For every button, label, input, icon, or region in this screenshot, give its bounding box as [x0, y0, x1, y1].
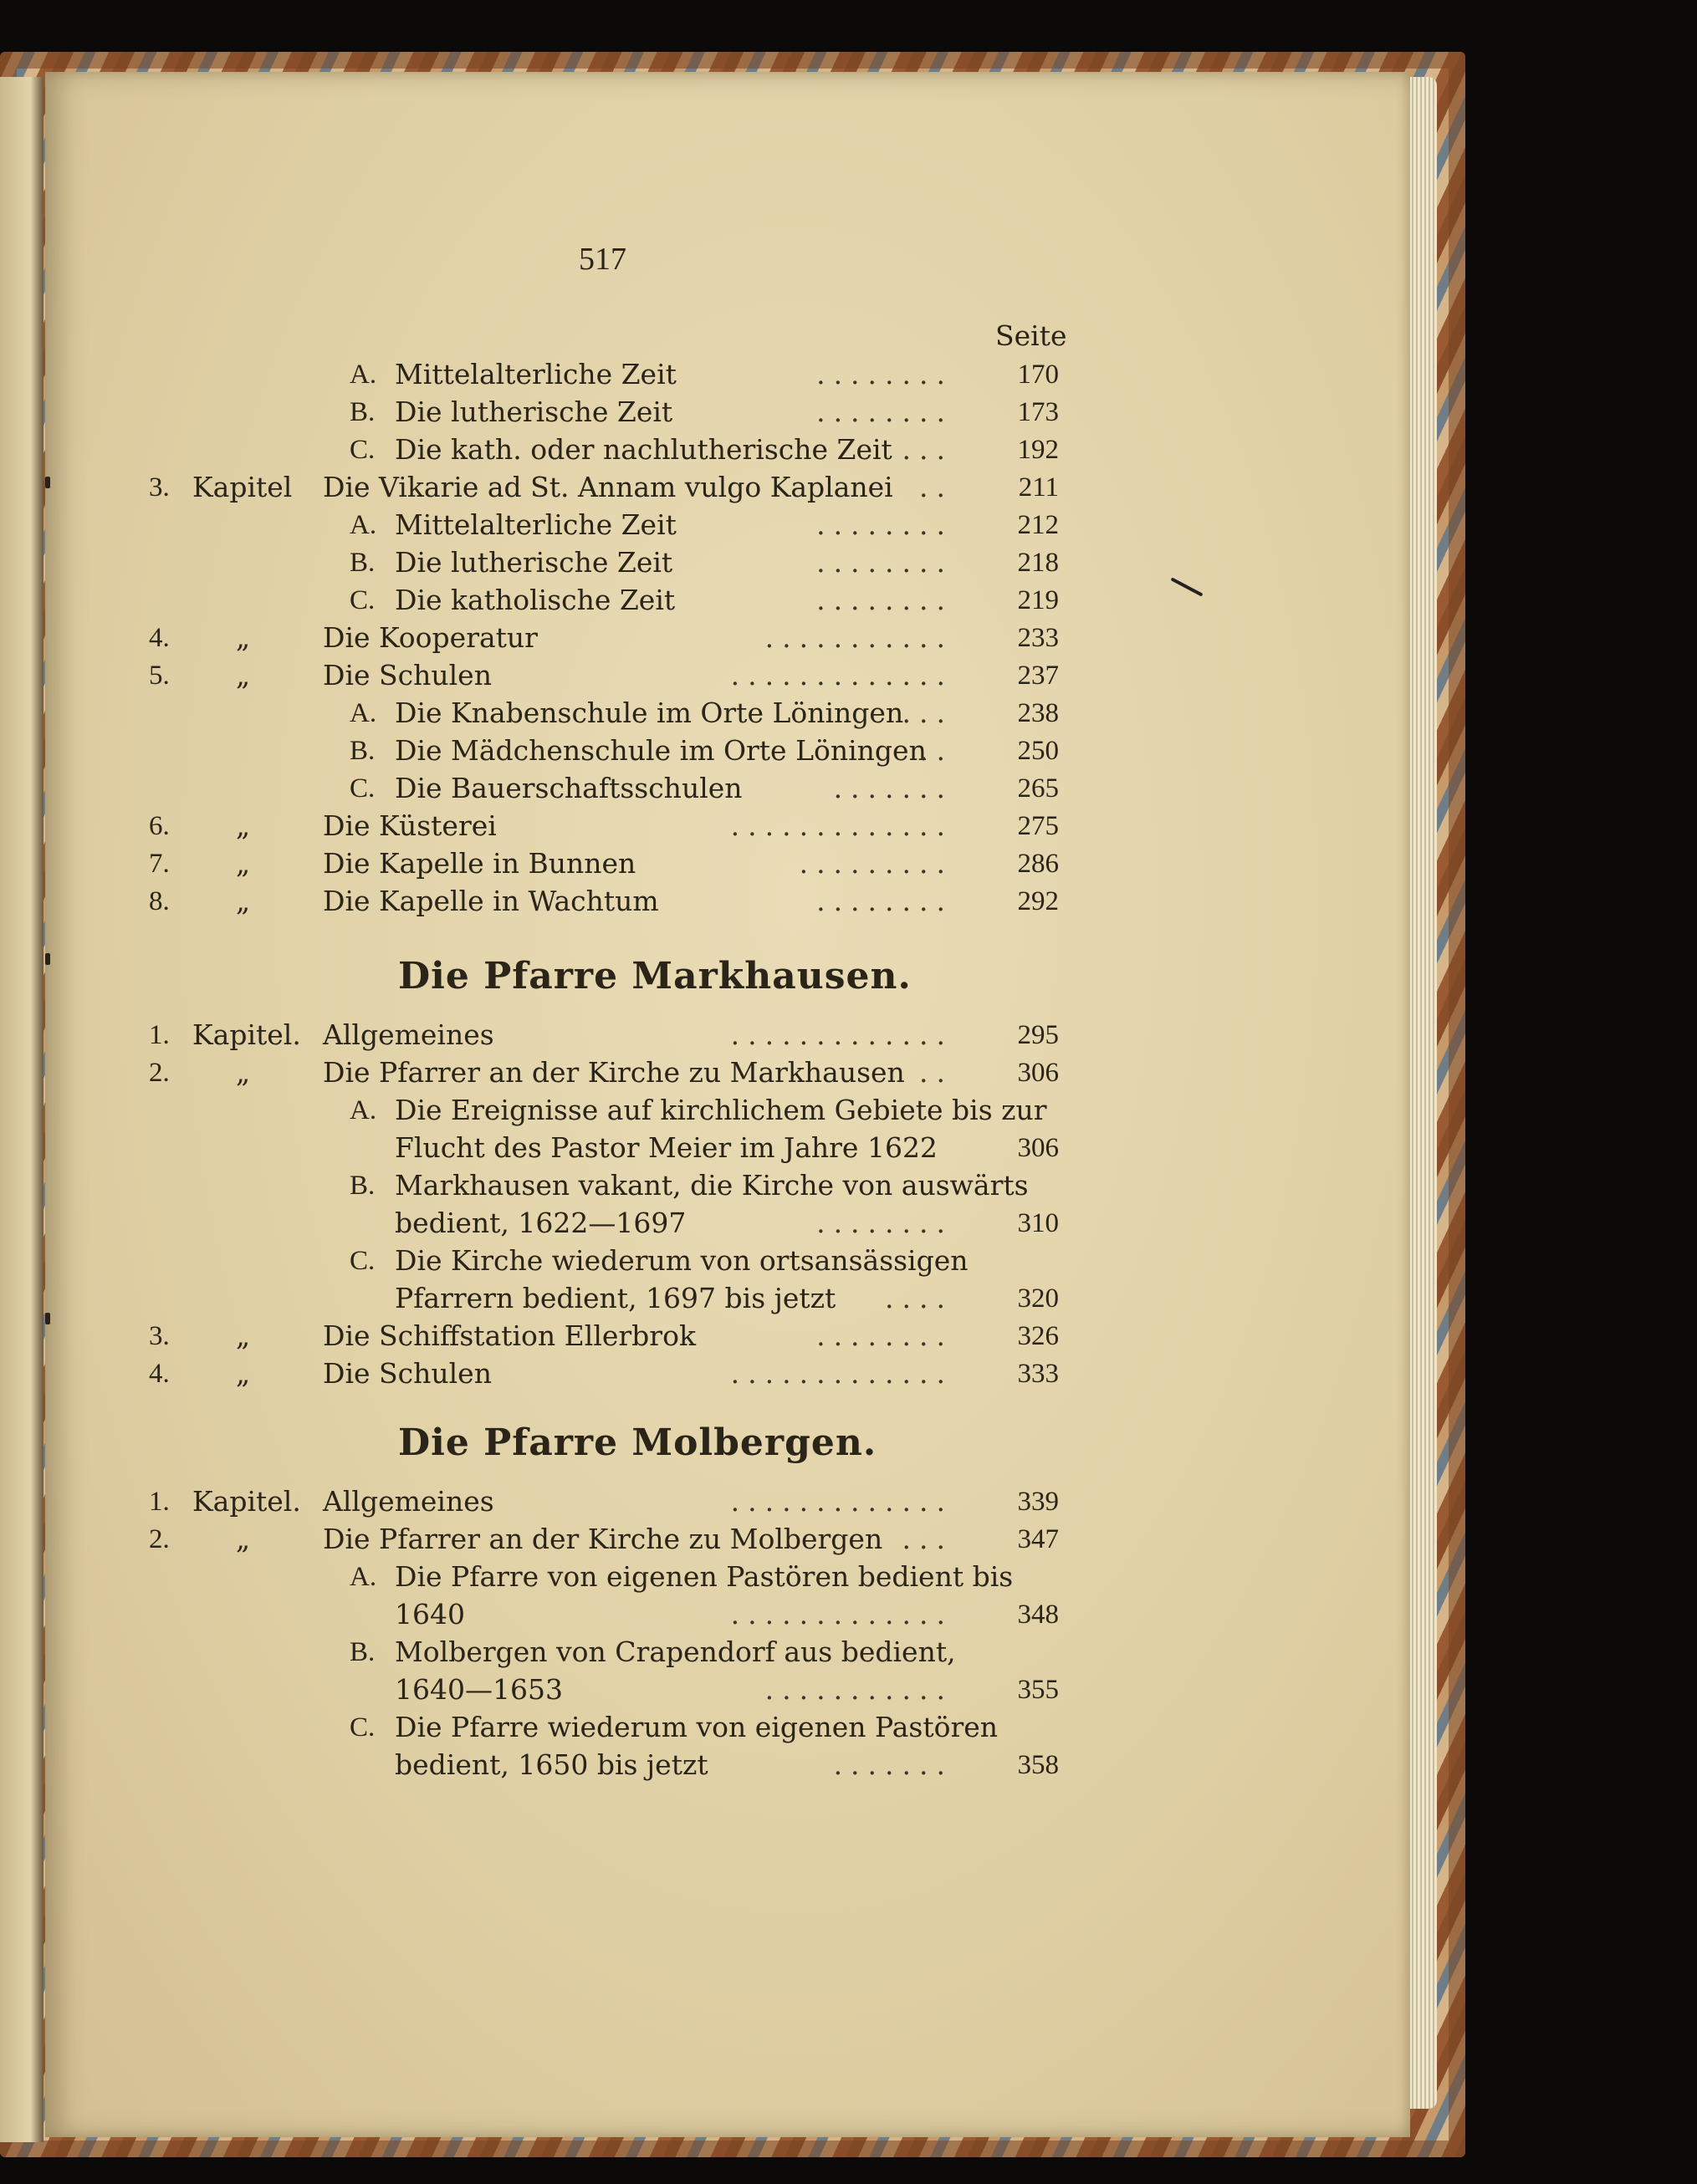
- entry-title: Die lutherische Zeit: [395, 546, 673, 579]
- chapter-label: „: [236, 847, 251, 880]
- subsection-letter: C.: [350, 435, 376, 465]
- page-ref: 292: [1017, 886, 1059, 916]
- leader-dots: ........: [816, 885, 953, 917]
- entry-title: bedient, 1622—1697: [395, 1207, 687, 1239]
- page-ref: 212: [1017, 510, 1059, 540]
- leader-dots: .......: [833, 1748, 953, 1781]
- chapter-number: 1.: [149, 1020, 170, 1050]
- leader-dots: ..: [919, 471, 953, 503]
- entry-title: Molbergen von Crapendorf aus bedient,: [395, 1635, 956, 1668]
- page-ref: 250: [1017, 736, 1059, 766]
- chapter-label: „: [236, 809, 251, 842]
- entry-title: bedient, 1650 bis jetzt: [395, 1748, 708, 1781]
- page-ref: 275: [1017, 811, 1059, 841]
- page-ref: 306: [1017, 1133, 1059, 1163]
- leader-dots: ..: [919, 1056, 953, 1089]
- page-ref: 237: [1017, 661, 1059, 691]
- page-ref: 192: [1017, 435, 1059, 465]
- chapter-number: 4.: [149, 623, 170, 653]
- entry-title: Die Bauerschaftsschulen: [395, 772, 743, 804]
- chapter-number: 5.: [149, 661, 170, 691]
- page-ref: 295: [1017, 1020, 1059, 1050]
- leader-dots: .............: [730, 659, 953, 691]
- leader-dots: .............: [730, 1357, 953, 1390]
- page-ref: 333: [1017, 1359, 1059, 1389]
- entry-title: Pfarrern bedient, 1697 bis jetzt: [395, 1282, 836, 1314]
- chapter-number: 4.: [149, 1359, 170, 1389]
- chapter-label: „: [236, 885, 251, 917]
- page-ref: 219: [1017, 585, 1059, 615]
- entry-title: Die Schulen: [323, 659, 492, 691]
- section-heading: Die Pfarre Molbergen.: [398, 1421, 877, 1464]
- entry-title: Die Kirche wiederum von ortsansässigen: [395, 1244, 969, 1277]
- leader-dots: ...........: [764, 1673, 953, 1706]
- chapter-number: 3.: [149, 472, 170, 503]
- entry-title: Die lutherische Zeit: [395, 395, 673, 428]
- chapter-label: „: [236, 1357, 251, 1390]
- entry-title: 1640: [395, 1598, 465, 1630]
- leader-dots: ........: [816, 1207, 953, 1239]
- chapter-number: 7.: [149, 849, 170, 879]
- page-ref: 348: [1017, 1600, 1059, 1630]
- subsection-letter: C.: [350, 1712, 376, 1743]
- leader-dots: ........: [816, 1319, 953, 1352]
- subsection-letter: B.: [350, 397, 376, 427]
- chapter-label: Kapitel: [192, 471, 293, 503]
- entry-title: Allgemeines: [323, 1485, 494, 1518]
- entry-title: Flucht des Pastor Meier im Jahre 1622: [395, 1131, 938, 1164]
- entry-title: Die Kooperatur: [323, 621, 538, 654]
- leader-dots: ........: [816, 584, 953, 616]
- page-ref: 347: [1017, 1524, 1059, 1554]
- page-ref: 238: [1017, 698, 1059, 728]
- chapter-number: 6.: [149, 811, 170, 841]
- entry-title: Die Pfarrer an der Kirche zu Molbergen: [323, 1523, 883, 1555]
- left-page-edge: [0, 77, 43, 2142]
- entry-title: Die Schiffstation Ellerbrok: [323, 1319, 696, 1352]
- entry-title: Mittelalterliche Zeit: [395, 508, 677, 541]
- entry-title: Die Knabenschule im Orte Löningen: [395, 697, 904, 729]
- subsection-letter: B.: [350, 1637, 376, 1667]
- subsection-letter: B.: [350, 736, 376, 766]
- page-ref: 355: [1017, 1675, 1059, 1705]
- page-ref: 211: [1018, 472, 1059, 503]
- page-ref: 265: [1017, 773, 1059, 804]
- leader-dots: .............: [730, 1598, 953, 1630]
- chapter-number: 2.: [149, 1524, 170, 1554]
- entry-title: Die Kapelle in Bunnen: [323, 847, 636, 880]
- leader-dots: ........: [816, 508, 953, 541]
- page-ref: 339: [1017, 1487, 1059, 1517]
- page-ref: 358: [1017, 1750, 1059, 1780]
- entry-title: Die Kapelle in Wachtum: [323, 885, 659, 917]
- chapter-label: „: [236, 1056, 251, 1089]
- leader-dots: ...........: [764, 621, 953, 654]
- leader-dots: .......: [833, 772, 953, 804]
- entry-title: Die Pfarre wiederum von eigenen Pastören: [395, 1711, 999, 1743]
- leader-dots: ........: [816, 546, 953, 579]
- leader-dots: .............: [730, 809, 953, 842]
- leader-dots: .........: [799, 847, 953, 880]
- entry-title: Die katholische Zeit: [395, 584, 676, 616]
- entry-title: Die Vikarie ad St. Annam vulgo Kaplanei: [323, 471, 893, 503]
- page-ref: 326: [1017, 1321, 1059, 1351]
- entry-title: Die Pfarrer an der Kirche zu Markhausen: [323, 1056, 905, 1089]
- leader-dots: ........: [816, 395, 953, 428]
- chapter-label: „: [236, 1523, 251, 1555]
- subsection-letter: A.: [350, 510, 377, 540]
- leader-dots: .............: [730, 1485, 953, 1518]
- entry-title: Die kath. oder nachlutherische Zeit: [395, 433, 892, 466]
- page-ref: 170: [1017, 360, 1059, 390]
- chapter-label: Kapitel.: [192, 1018, 301, 1051]
- entry-title: Markhausen vakant, die Kirche von auswärts: [395, 1169, 1029, 1202]
- page-ref: 286: [1017, 849, 1059, 879]
- subsection-letter: B.: [350, 548, 376, 578]
- entry-title: Mittelalterliche Zeit: [395, 358, 677, 390]
- chapter-label: Kapitel.: [192, 1485, 301, 1518]
- leader-dots: ..: [919, 734, 953, 767]
- page-ref: 233: [1017, 623, 1059, 653]
- subsection-letter: C.: [350, 1246, 376, 1276]
- leader-dots: ........: [816, 358, 953, 390]
- chapter-label: „: [236, 621, 251, 654]
- leader-dots: ...: [902, 1523, 953, 1555]
- leader-dots: ...: [902, 697, 953, 729]
- page-ref: 218: [1017, 548, 1059, 578]
- leader-dots: ...: [902, 433, 953, 466]
- entry-title: Allgemeines: [323, 1018, 494, 1051]
- page-ref: 306: [1017, 1058, 1059, 1088]
- column-header-seite: Seite: [995, 319, 1067, 352]
- subsection-letter: A.: [350, 1562, 377, 1592]
- section-heading: Die Pfarre Markhausen.: [398, 955, 912, 998]
- page-ref: 320: [1017, 1283, 1059, 1314]
- subsection-letter: C.: [350, 585, 376, 615]
- chapter-number: 2.: [149, 1058, 170, 1088]
- page-ref: 310: [1017, 1208, 1059, 1238]
- entry-title: Die Küsterei: [323, 809, 497, 842]
- chapter-number: 1.: [149, 1487, 170, 1517]
- chapter-number: 8.: [149, 886, 170, 916]
- chapter-number: 3.: [149, 1321, 170, 1351]
- entry-title: Die Mädchenschule im Orte Löningen: [395, 734, 927, 767]
- entry-title: Die Ereignisse auf kirchlichem Gebiete bis zur: [395, 1094, 1047, 1126]
- page-ref: 173: [1017, 397, 1059, 427]
- subsection-letter: A.: [350, 360, 377, 390]
- chapter-label: „: [236, 1319, 251, 1352]
- subsection-letter: B.: [350, 1171, 376, 1201]
- entry-title: 1640—1653: [395, 1673, 563, 1706]
- entry-title: Die Schulen: [323, 1357, 492, 1390]
- leader-dots: ....: [885, 1282, 953, 1314]
- page-number: 517: [579, 242, 626, 277]
- subsection-letter: A.: [350, 698, 377, 728]
- subsection-letter: C.: [350, 773, 376, 804]
- leader-dots: .............: [730, 1018, 953, 1051]
- entry-title: Die Pfarre von eigenen Pastören bedient bis: [395, 1560, 1014, 1593]
- subsection-letter: A.: [350, 1095, 377, 1125]
- chapter-label: „: [236, 659, 251, 691]
